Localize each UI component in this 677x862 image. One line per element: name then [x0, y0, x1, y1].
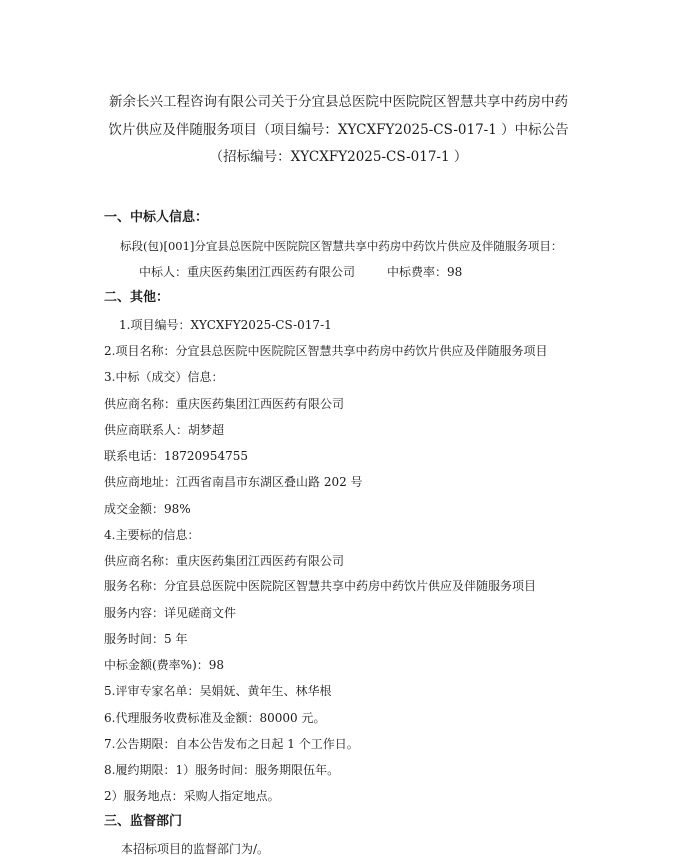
item-agency-fee: 6.代理服务收费标准及金额：80000 元。 — [104, 711, 326, 725]
section-2-heading: 二、其他： — [104, 290, 170, 305]
item-project-number: 1.项目编号：XYCXFY2025-CS-017-1 — [119, 318, 332, 332]
section-3-heading: 三、监督部门 — [104, 814, 183, 829]
item-service-name: 服务名称：分宜县总医院中医院院区智慧共享中药房中药饮片供应及伴随服务项目 — [104, 579, 537, 593]
item-service-time: 服务时间：5 年 — [104, 632, 188, 646]
item-expert-list: 5.评审专家名单：吴娟妩、黄年生、林华根 — [104, 684, 332, 698]
item-supplier-name-2: 供应商名称：重庆医药集团江西医药有限公司 — [104, 554, 345, 568]
section-1-heading: 一、中标人信息： — [104, 210, 209, 225]
winner-name: 中标人：重庆医药集团江西医药有限公司 — [139, 265, 356, 279]
title-line-2: 饮片供应及伴随服务项目（项目编号：XYCXFY2025-CS-017-1 ）中标公告 — [108, 122, 569, 138]
item-supplier-address: 供应商地址：江西省南昌市东湖区叠山路 202 号 — [104, 475, 363, 489]
item-phone: 联系电话：18720954755 — [104, 449, 248, 463]
item-award-info: 3.中标（成交）信息： — [104, 370, 224, 384]
item-project-name: 2.项目名称：分宜县总医院中医院院区智慧共享中药房中药饮片供应及伴随服务项目 — [104, 344, 548, 358]
winning-rate: 中标费率：98 — [387, 265, 463, 279]
supervision-text: 本招标项目的监督部门为/。 — [121, 842, 270, 856]
title-line-3: （招标编号：XYCXFY2025-CS-017-1 ） — [209, 149, 468, 165]
item-award-rate: 中标金额(费率%)：98 — [104, 658, 225, 672]
item-service-location: 2）服务地点：采购人指定地点。 — [104, 789, 280, 803]
item-notice-period: 7.公告期限：自本公告发布之日起 1 个工作日。 — [104, 737, 359, 751]
item-supplier-name: 供应商名称：重庆医药集团江西医药有限公司 — [104, 397, 345, 411]
item-main-subject: 4.主要标的信息： — [104, 528, 200, 542]
title-line-1: 新余长兴工程咨询有限公司关于分宜县总医院中医院院区智慧共享中药房中药 — [109, 94, 568, 110]
item-deal-amount: 成交金额：98% — [104, 502, 191, 516]
lot-description: 标段(包)[001]分宜县总医院中医院院区智慧共享中药房中药饮片供应及伴随服务项目： — [120, 239, 563, 253]
winner-row — [139, 264, 462, 280]
item-supplier-contact: 供应商联系人：胡梦超 — [104, 423, 225, 437]
item-service-content: 服务内容：详见磋商文件 — [104, 606, 237, 620]
item-performance-period: 8.履约期限：1）服务时间：服务期限伍年。 — [104, 763, 340, 777]
